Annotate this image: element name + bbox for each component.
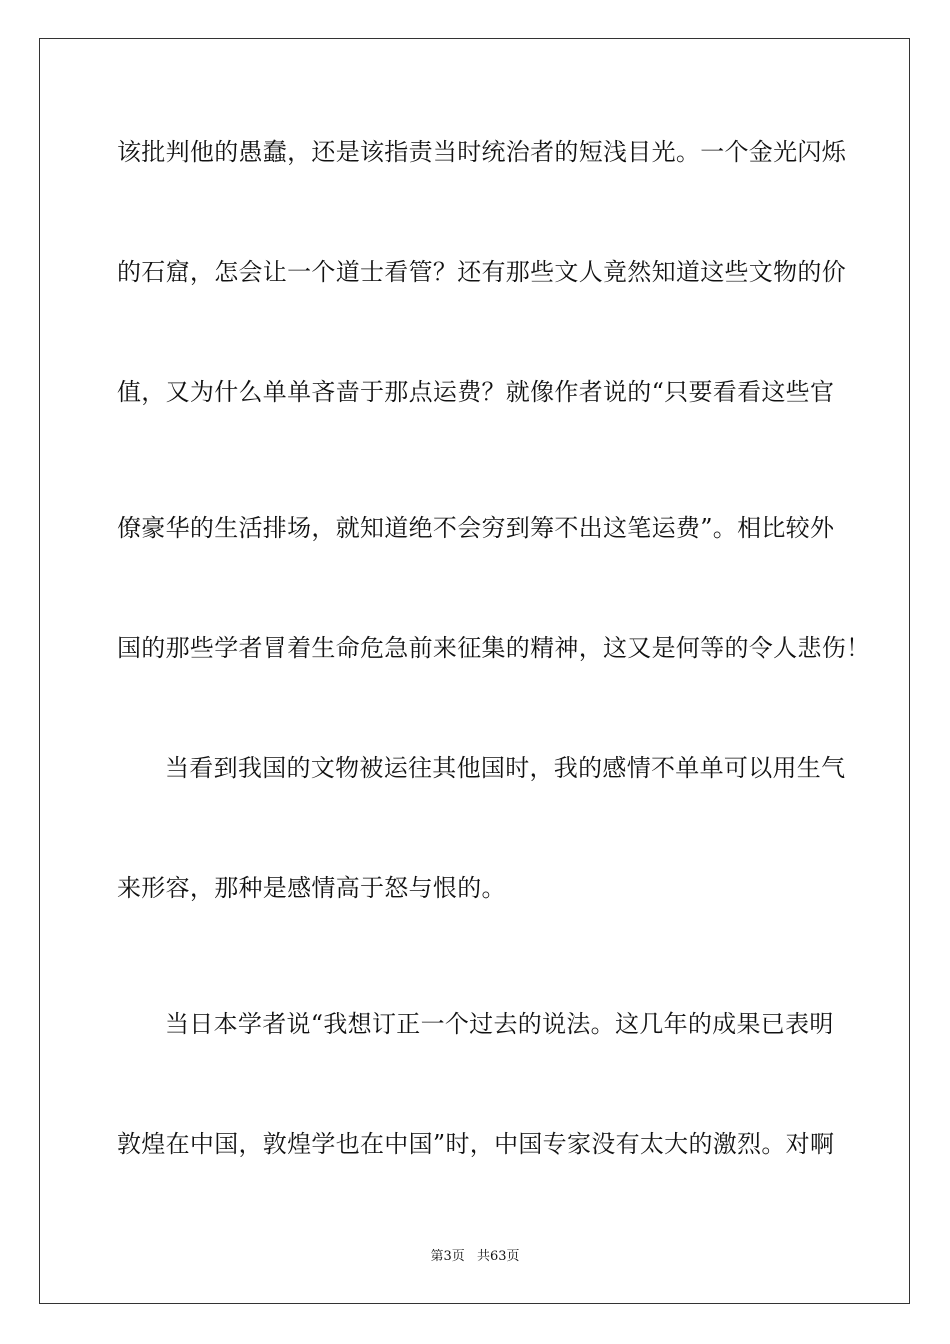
page-border	[39, 38, 910, 1304]
body-text-line: 的石窟，怎会让一个道士看管？还有那些文人竟然知道这些文物的价	[117, 258, 846, 286]
body-text-line: 值，又为什么单单吝啬于那点运费？就像作者说的“只要看看这些官	[117, 378, 835, 406]
total-page-count: 共63页	[476, 1249, 520, 1264]
paragraph-first-line: 当日本学者说“我想订正一个过去的说法。这几年的成果已表明	[165, 1010, 834, 1038]
paragraph-first-line: 当看到我国的文物被运往其他国时，我的感情不单单可以用生气	[165, 754, 846, 782]
body-text-line: 来形容，那种是感情高于怒与恨的。	[117, 874, 506, 902]
body-text-line: 敦煌在中国，敦煌学也在中国”时，中国专家没有太大的激烈。对啊	[117, 1130, 835, 1158]
body-text-line: 僚豪华的生活排场，就知道绝不会穷到筹不出这笔运费”。相比较外	[117, 514, 835, 542]
current-page-number: 第3页	[430, 1249, 465, 1264]
body-text-line: 该批判他的愚蠢，还是该指责当时统治者的短浅目光。一个金光闪烁	[117, 138, 846, 166]
body-text-line: 国的那些学者冒着生命危急前来征集的精神，这又是何等的令人悲伤！	[117, 634, 871, 662]
page-footer	[0, 1248, 950, 1266]
